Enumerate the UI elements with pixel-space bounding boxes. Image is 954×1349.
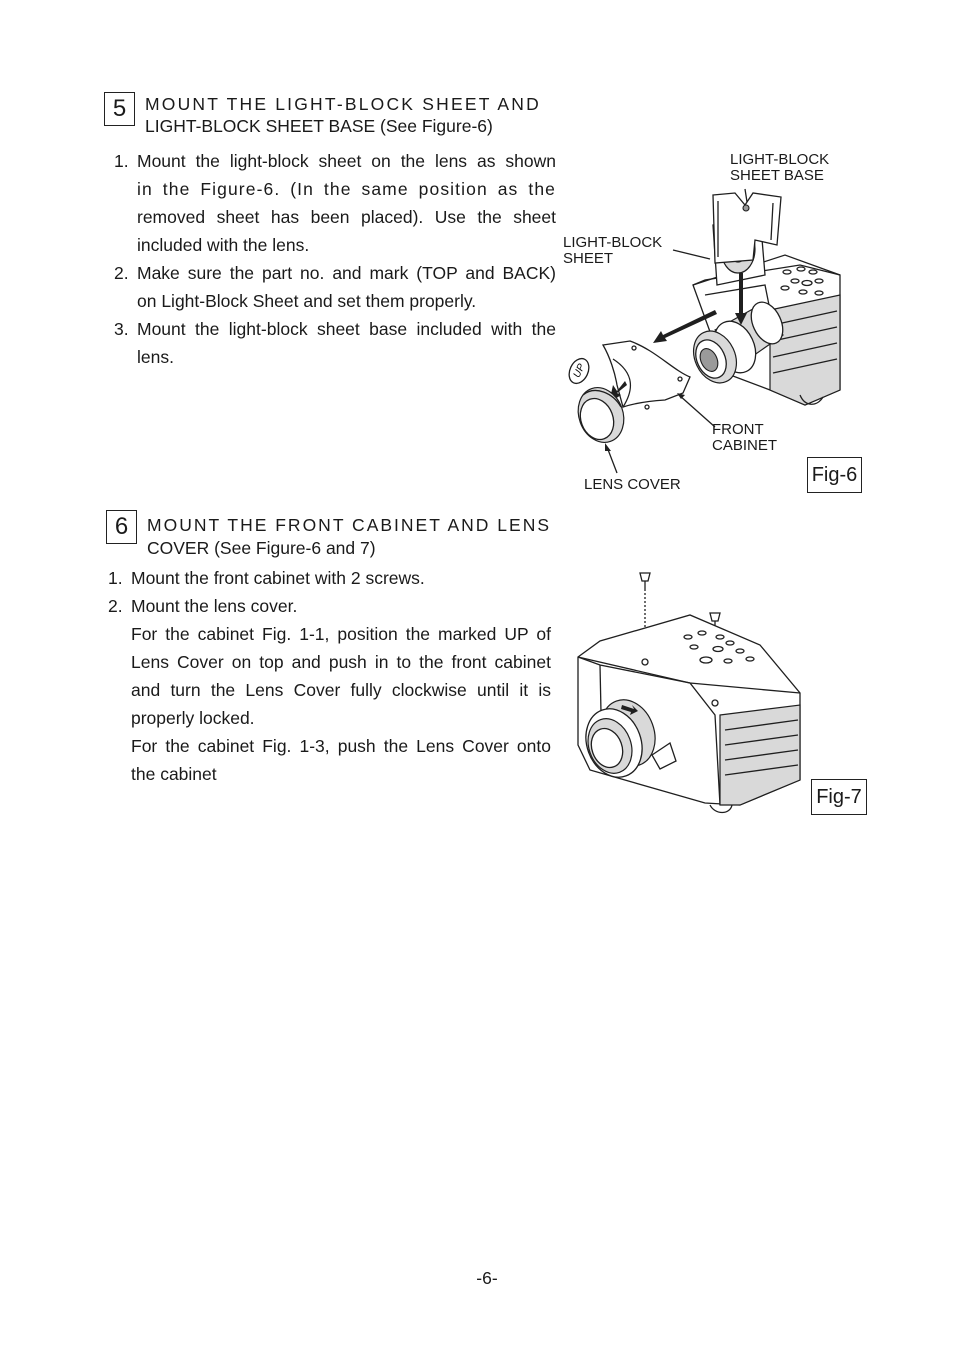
step-6-item-2-line: For the cabinet Fig. 1-1, position the marked UP of	[131, 624, 551, 644]
step-5-item-2-line: Make sure the part no. and mark (TOP and BACK)	[137, 263, 556, 283]
step-6-item-2-number: 2.	[108, 596, 123, 616]
step-5-item-3-line: lens.	[137, 347, 174, 367]
step-6-item-2-line: properly locked.	[131, 708, 255, 728]
figure-6-caption: Fig-6	[807, 457, 862, 493]
step-5-item-1-number: 1.	[114, 151, 129, 171]
label-line: LIGHT-BLOCK	[563, 234, 663, 251]
step-6-item-2-line: the cabinet	[131, 764, 217, 784]
step-6-number-box: 6	[106, 510, 137, 544]
label-line: CABINET	[712, 437, 778, 454]
step-5-item-2-line: on Light-Block Sheet and set them properly.	[137, 291, 477, 311]
label-light-block-sheet-base	[730, 152, 829, 184]
step-6-heading-line2: COVER (See Figure-6 and 7)	[147, 538, 376, 558]
step-5-item-1-line: included with the lens.	[137, 235, 310, 255]
step-5-item-3-number: 3.	[114, 319, 129, 339]
label-line: FRONT	[712, 421, 764, 438]
step-6-item-1-number: 1.	[108, 568, 123, 588]
label-front-cabinet	[712, 422, 777, 454]
label-lens-cover: LENS COVER	[584, 476, 681, 493]
step-5-item-1-line: in the Figure-6. (In the same position as the	[137, 179, 556, 199]
step-5-item-1-line: Mount the light-block sheet on the lens as shown	[137, 151, 556, 171]
step-5-heading-line1: MOUNT THE LIGHT-BLOCK SHEET AND	[145, 94, 541, 114]
figure-7-caption: Fig-7	[811, 779, 867, 815]
light-block-sheet-base	[713, 193, 781, 263]
step-5-item-1	[137, 147, 556, 259]
step-5-item-2-number: 2.	[114, 263, 129, 283]
step-5-item-3-line: Mount the light-block sheet base included with the	[137, 319, 556, 339]
figure-7-illustration	[570, 565, 810, 815]
step-6-item-1-line: Mount the front cabinet with 2 screws.	[131, 568, 425, 588]
step-5-number-box: 5	[104, 92, 135, 126]
step-5-item-1-line: removed sheet has been placed). Use the sheet	[137, 207, 556, 227]
step-5-heading-line2: LIGHT-BLOCK SHEET BASE (See Figure-6)	[145, 116, 493, 136]
label-line: SHEET	[563, 250, 614, 267]
page-number: -6-	[476, 1268, 498, 1288]
step-6-item-1	[131, 564, 551, 592]
step-5-item-3	[137, 315, 556, 371]
step-6-heading-line1: MOUNT THE FRONT CABINET AND LENS	[147, 515, 552, 535]
step-6-item-2-line: and turn the Lens Cover fully clockwise until it is	[131, 680, 551, 700]
step-6-item-2-line: Lens Cover on top and push in to the front cabinet	[131, 652, 551, 672]
step-5-item-2	[137, 259, 556, 315]
step-6-item-2-line: Mount the lens cover.	[131, 596, 298, 616]
label-light-block-sheet	[563, 235, 662, 267]
step-6-item-2-line: For the cabinet Fig. 1-3, push the Lens Cover onto	[131, 736, 551, 756]
label-line: SHEET BASE	[730, 167, 824, 184]
up-mark-text: UP	[571, 362, 588, 380]
step-6-item-2	[131, 592, 551, 788]
label-line: LIGHT-BLOCK	[730, 151, 830, 168]
up-mark-icon	[565, 355, 592, 386]
